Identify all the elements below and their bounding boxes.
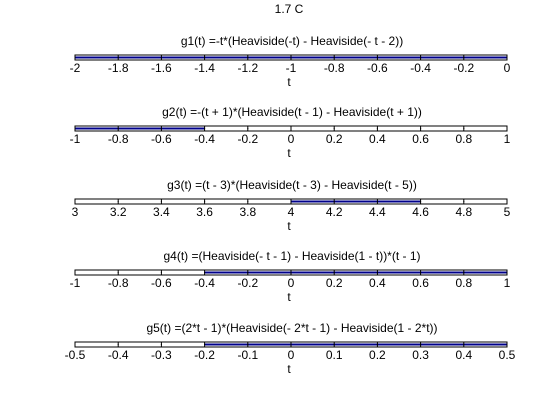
subplot-3 [72,178,511,233]
x-tick-label: -0.2 [453,61,475,75]
x-tick-label: -1.8 [107,61,129,75]
x-axis-label: t [287,75,291,89]
x-tick-label: 0.2 [369,348,386,362]
subplot-5 [65,321,516,376]
x-axis-label: t [287,219,291,233]
x-axis-label: t [287,362,291,376]
x-tick-label: -0.5 [64,348,86,362]
x-tick-label: -0.2 [237,276,259,290]
x-tick-label: 0 [287,348,295,362]
subplot-4 [70,249,511,304]
x-tick-label: 0.4 [455,348,473,362]
x-axis-label: t [287,146,291,160]
x-tick-label: -1.4 [194,61,215,75]
x-tick-label: 0.3 [412,348,429,362]
figure-title: 1.7 C [274,2,304,16]
x-tick-label: -0.8 [107,276,129,290]
x-tick-label: 0 [503,61,511,75]
x-tick-label: 1 [503,132,511,146]
x-tick-label: -0.8 [107,132,129,146]
x-tick-label: -0.3 [151,348,172,362]
x-tick-label: 4 [287,205,295,219]
x-tick-label: 3.6 [196,205,213,219]
x-tick-label: 3.2 [109,205,127,219]
x-tick-label: -1 [69,276,81,290]
x-axis-label: t [287,290,291,304]
x-tick-label: 0.2 [325,132,343,146]
x-tick-label: -0.4 [194,132,215,146]
x-tick-label: 0.8 [455,132,473,146]
x-tick-label: -0.4 [107,348,129,362]
subplot-1 [70,34,511,89]
x-tick-label: 0.6 [412,132,429,146]
x-tick-label: 1 [503,276,511,290]
x-tick-label: 3.4 [153,205,170,219]
x-tick-label: 0.4 [369,132,386,146]
x-tick-label: 0.8 [455,276,473,290]
x-tick-label: -1 [285,61,297,75]
x-tick-label: 0 [287,132,295,146]
x-tick-label: -0.4 [194,276,215,290]
x-tick-label: -0.6 [367,61,388,75]
subplot-title: g2(t) =-(t + 1)*(Heaviside(t - 1) - Heaviside(t + 1)) [162,105,422,119]
x-tick-label: 5 [503,205,511,219]
x-tick-label: 3.8 [239,205,257,219]
x-tick-label: -0.2 [194,348,215,362]
x-tick-label: -2 [69,61,81,75]
x-tick-label: 0.1 [325,348,343,362]
x-tick-label: -1.6 [151,61,172,75]
x-tick-label: -1.2 [237,61,259,75]
x-tick-label: 3 [71,205,79,219]
x-tick-label: 0 [287,276,295,290]
x-tick-label: -0.2 [237,132,259,146]
subplot-title: g5(t) =(2*t - 1)*(Heaviside(- 2*t - 1) - Heaviside(1 - 2*t)) [146,321,438,335]
x-tick-label: 0.2 [325,276,343,290]
x-tick-label: -0.4 [410,61,431,75]
subplot-2 [70,105,511,160]
subplot-panels [65,34,516,376]
x-tick-label: 0.6 [412,276,429,290]
x-tick-label: -0.6 [151,132,172,146]
subplot-title: g3(t) =(t - 3)*(Heaviside(t - 3) - Heaviside(t - 5)) [167,178,417,192]
x-tick-label: 4.2 [325,205,343,219]
x-tick-label: 4.8 [455,205,473,219]
subplot-title: g4(t) =(Heaviside(- t - 1) - Heaviside(1 - t))*(t - 1) [163,249,421,263]
x-tick-label: -0.8 [323,61,345,75]
x-tick-label: 4.4 [369,205,386,219]
subplot-title: g1(t) =-t*(Heaviside(-t) - Heaviside(- t - 2)) [180,34,404,48]
x-tick-label: 0.4 [369,276,386,290]
x-tick-label: -0.1 [237,348,259,362]
x-tick-label: -1 [69,132,81,146]
x-tick-label: 0.5 [498,348,516,362]
x-tick-label: -0.6 [151,276,172,290]
x-tick-label: 4.6 [412,205,429,219]
